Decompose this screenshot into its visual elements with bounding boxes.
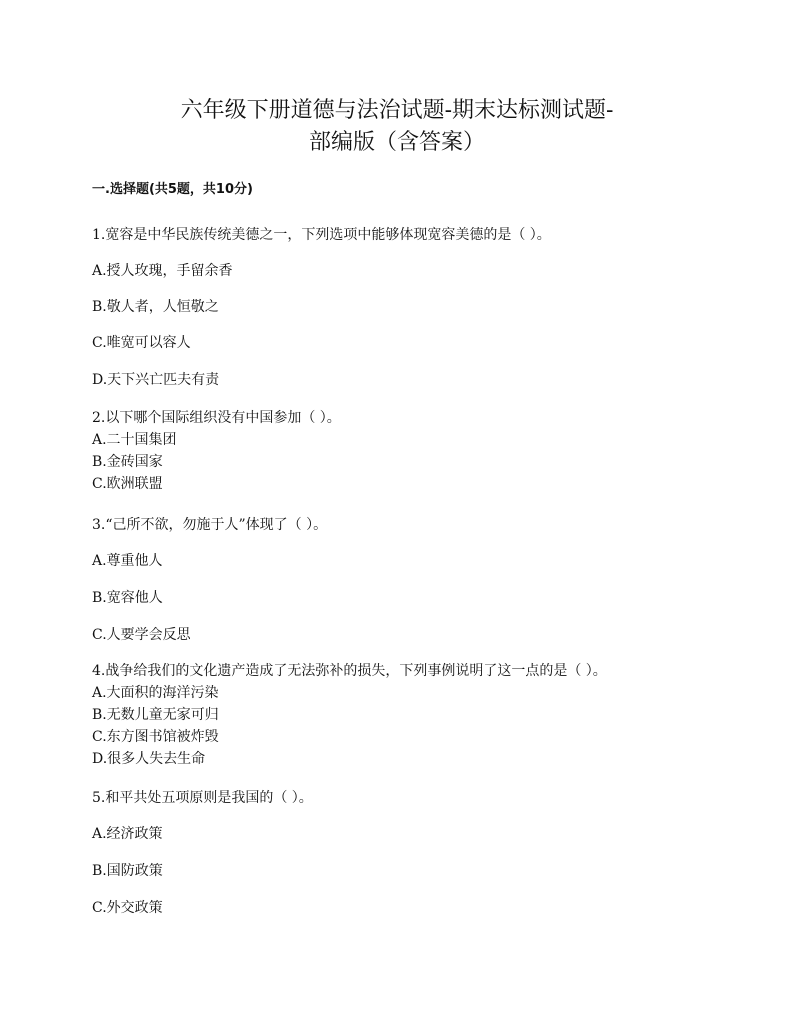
section-title: 一.选择题(共5题，共10分): [92, 182, 253, 197]
question-5-option-a: A.经济政策: [92, 826, 163, 842]
question-3-stem: 3.“己所不欲，勿施于人”体现了（ ）。: [92, 517, 328, 533]
question-1-option-a: A.授人玫瑰，手留余香: [92, 263, 233, 279]
question-1-option-b: B.敬人者，人恒敬之: [92, 299, 219, 315]
question-5-option-c: C.外交政策: [92, 900, 163, 916]
question-4-option-c: C.东方图书馆被炸毁: [92, 729, 219, 745]
question-2-option-b: B.金砖国家: [92, 454, 163, 470]
question-2-stem: 2.以下哪个国际组织没有中国参加（ ）。: [92, 410, 341, 426]
question-3-option-b: B.宽容他人: [92, 590, 163, 606]
question-1-option-c: C.唯宽可以容人: [92, 335, 191, 351]
question-1-stem: 1.宽容是中华民族传统美德之一，下列选项中能够体现宽容美德的是（ ）。: [92, 227, 551, 243]
question-2-option-a: A.二十国集团: [92, 432, 177, 448]
question-4-stem: 4.战争给我们的文化遗产造成了无法弥补的损失，下列事例说明了这一点的是（ ）。: [92, 663, 607, 679]
question-4-option-b: B.无数儿童无家可归: [92, 707, 219, 723]
question-3-option-c: C.人要学会反思: [92, 627, 191, 643]
document-title-line1: 六年级下册道德与法治试题-期末达标测试题-: [180, 98, 614, 123]
question-4-option-d: D.很多人失去生命: [92, 751, 206, 767]
question-1-option-d: D.天下兴亡匹夫有责: [92, 372, 220, 388]
question-2-option-c: C.欧洲联盟: [92, 476, 163, 492]
question-5-option-b: B.国防政策: [92, 863, 163, 879]
document-title-line2: 部编版（含答案）: [308, 130, 485, 155]
question-5-stem: 5.和平共处五项原则是我国的（ ）。: [92, 790, 313, 806]
question-4-option-a: A.大面积的海洋污染: [92, 685, 219, 701]
question-3-option-a: A.尊重他人: [92, 553, 163, 569]
